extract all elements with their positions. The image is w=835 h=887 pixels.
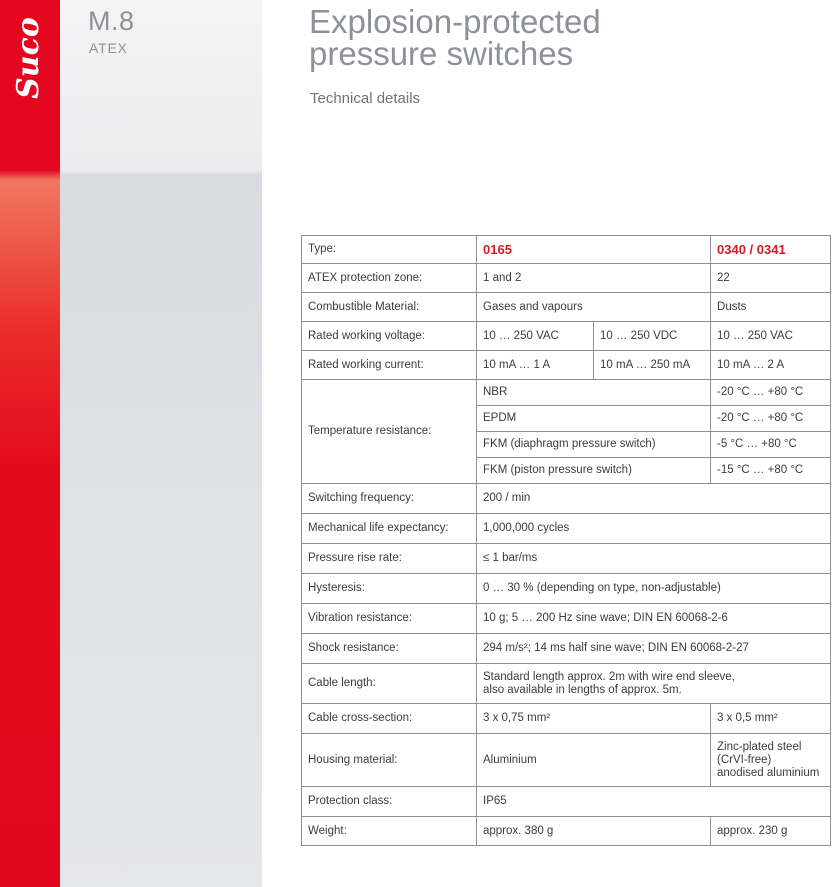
table-row — [302, 351, 831, 380]
cell-value: Aluminium — [477, 734, 711, 787]
cell-value: FKM (diaphragm pressure switch) — [477, 432, 711, 458]
row-label: Type: — [302, 236, 477, 264]
row-label: Combustible Material: — [302, 293, 477, 322]
table-row — [302, 787, 831, 817]
row-label: Shock resistance: — [302, 634, 477, 664]
type-0165: 0165 — [477, 236, 711, 264]
row-label: Cable cross-section: — [302, 704, 477, 734]
table-row — [302, 634, 831, 664]
row-label: Rated working voltage: — [302, 322, 477, 351]
cell-value: 10 mA … 1 A — [477, 351, 594, 380]
cell-value: Gases and vapours — [477, 293, 711, 322]
cell-value: Dusts — [711, 293, 831, 322]
cell-value: IP65 — [477, 787, 831, 817]
cell-value: 10 … 250 VDC — [594, 322, 711, 351]
row-label: Hysteresis: — [302, 574, 477, 604]
suco-logo — [4, 8, 56, 108]
table-row — [302, 734, 831, 787]
technical-details-table — [301, 235, 831, 846]
row-label: ATEX protection zone: — [302, 264, 477, 293]
row-label: Protection class: — [302, 787, 477, 817]
grey-panel — [60, 0, 262, 887]
table-row — [302, 264, 831, 293]
cell-value: 0 … 30 % (depending on type, non-adjustable) — [477, 574, 831, 604]
row-label: Cable length: — [302, 664, 477, 704]
table-row — [302, 604, 831, 634]
page-subtitle: Technical details — [310, 90, 421, 107]
cell-value: 10 mA … 2 A — [711, 351, 831, 380]
cell-value: -20 °C … +80 °C — [711, 380, 831, 406]
cell-value: 10 g; 5 … 200 Hz sine wave; DIN EN 60068-2-6 — [477, 604, 831, 634]
certification-label: ATEX — [89, 40, 128, 56]
row-label: Switching frequency: — [302, 484, 477, 514]
svg-text:Suco: Suco — [11, 17, 46, 99]
row-label: Temperature resistance: — [302, 380, 477, 484]
cell-value: 10 mA … 250 mA — [594, 351, 711, 380]
cell-value: -20 °C … +80 °C — [711, 406, 831, 432]
cell-value: -5 °C … +80 °C — [711, 432, 831, 458]
cell-value: EPDM — [477, 406, 711, 432]
cell-value: 3 x 0,5 mm² — [711, 704, 831, 734]
row-label: Housing material: — [302, 734, 477, 787]
table-row — [302, 664, 831, 704]
cell-value: 294 m/s²; 14 ms half sine wave; DIN EN 60068-2-27 — [477, 634, 831, 664]
row-label: Vibration resistance: — [302, 604, 477, 634]
row-label: Rated working current: — [302, 351, 477, 380]
cell-value: -15 °C … +80 °C — [711, 458, 831, 484]
cell-value: approx. 380 g — [477, 817, 711, 846]
cell-value: 1 and 2 — [477, 264, 711, 293]
cell-value: 200 / min — [477, 484, 831, 514]
table-row — [302, 484, 831, 514]
table-row — [302, 514, 831, 544]
table-row — [302, 574, 831, 604]
row-label: Mechanical life expectancy: — [302, 514, 477, 544]
cell-value: FKM (piston pressure switch) — [477, 458, 711, 484]
table-row — [302, 817, 831, 846]
table-row — [302, 380, 831, 406]
cell-value: approx. 230 g — [711, 817, 831, 846]
table-row — [302, 293, 831, 322]
type-0340-0341: 0340 / 0341 — [711, 236, 831, 264]
cell-value: 22 — [711, 264, 831, 293]
cell-value: 10 … 250 VAC — [711, 322, 831, 351]
brand-sidebar — [0, 0, 60, 887]
table-row — [302, 322, 831, 351]
model-number: M.8 — [88, 6, 135, 36]
cell-value: ≤ 1 bar/ms — [477, 544, 831, 574]
cell-value: 1,000,000 cycles — [477, 514, 831, 544]
row-label: Weight: — [302, 817, 477, 846]
cell-value: 3 x 0,75 mm² — [477, 704, 711, 734]
table-row — [302, 704, 831, 734]
table-row — [302, 236, 831, 264]
table-row — [302, 544, 831, 574]
cell-value: 10 … 250 VAC — [477, 322, 594, 351]
page-title: Explosion-protected pressure switches — [309, 3, 601, 72]
cell-value: NBR — [477, 380, 711, 406]
cell-value: Zinc-plated steel (CrVI-free) anodised aluminium — [711, 734, 831, 787]
cell-value: Standard length approx. 2m with wire end sleeve, also available in lengths of approx. 5m. — [477, 664, 831, 704]
row-label: Pressure rise rate: — [302, 544, 477, 574]
